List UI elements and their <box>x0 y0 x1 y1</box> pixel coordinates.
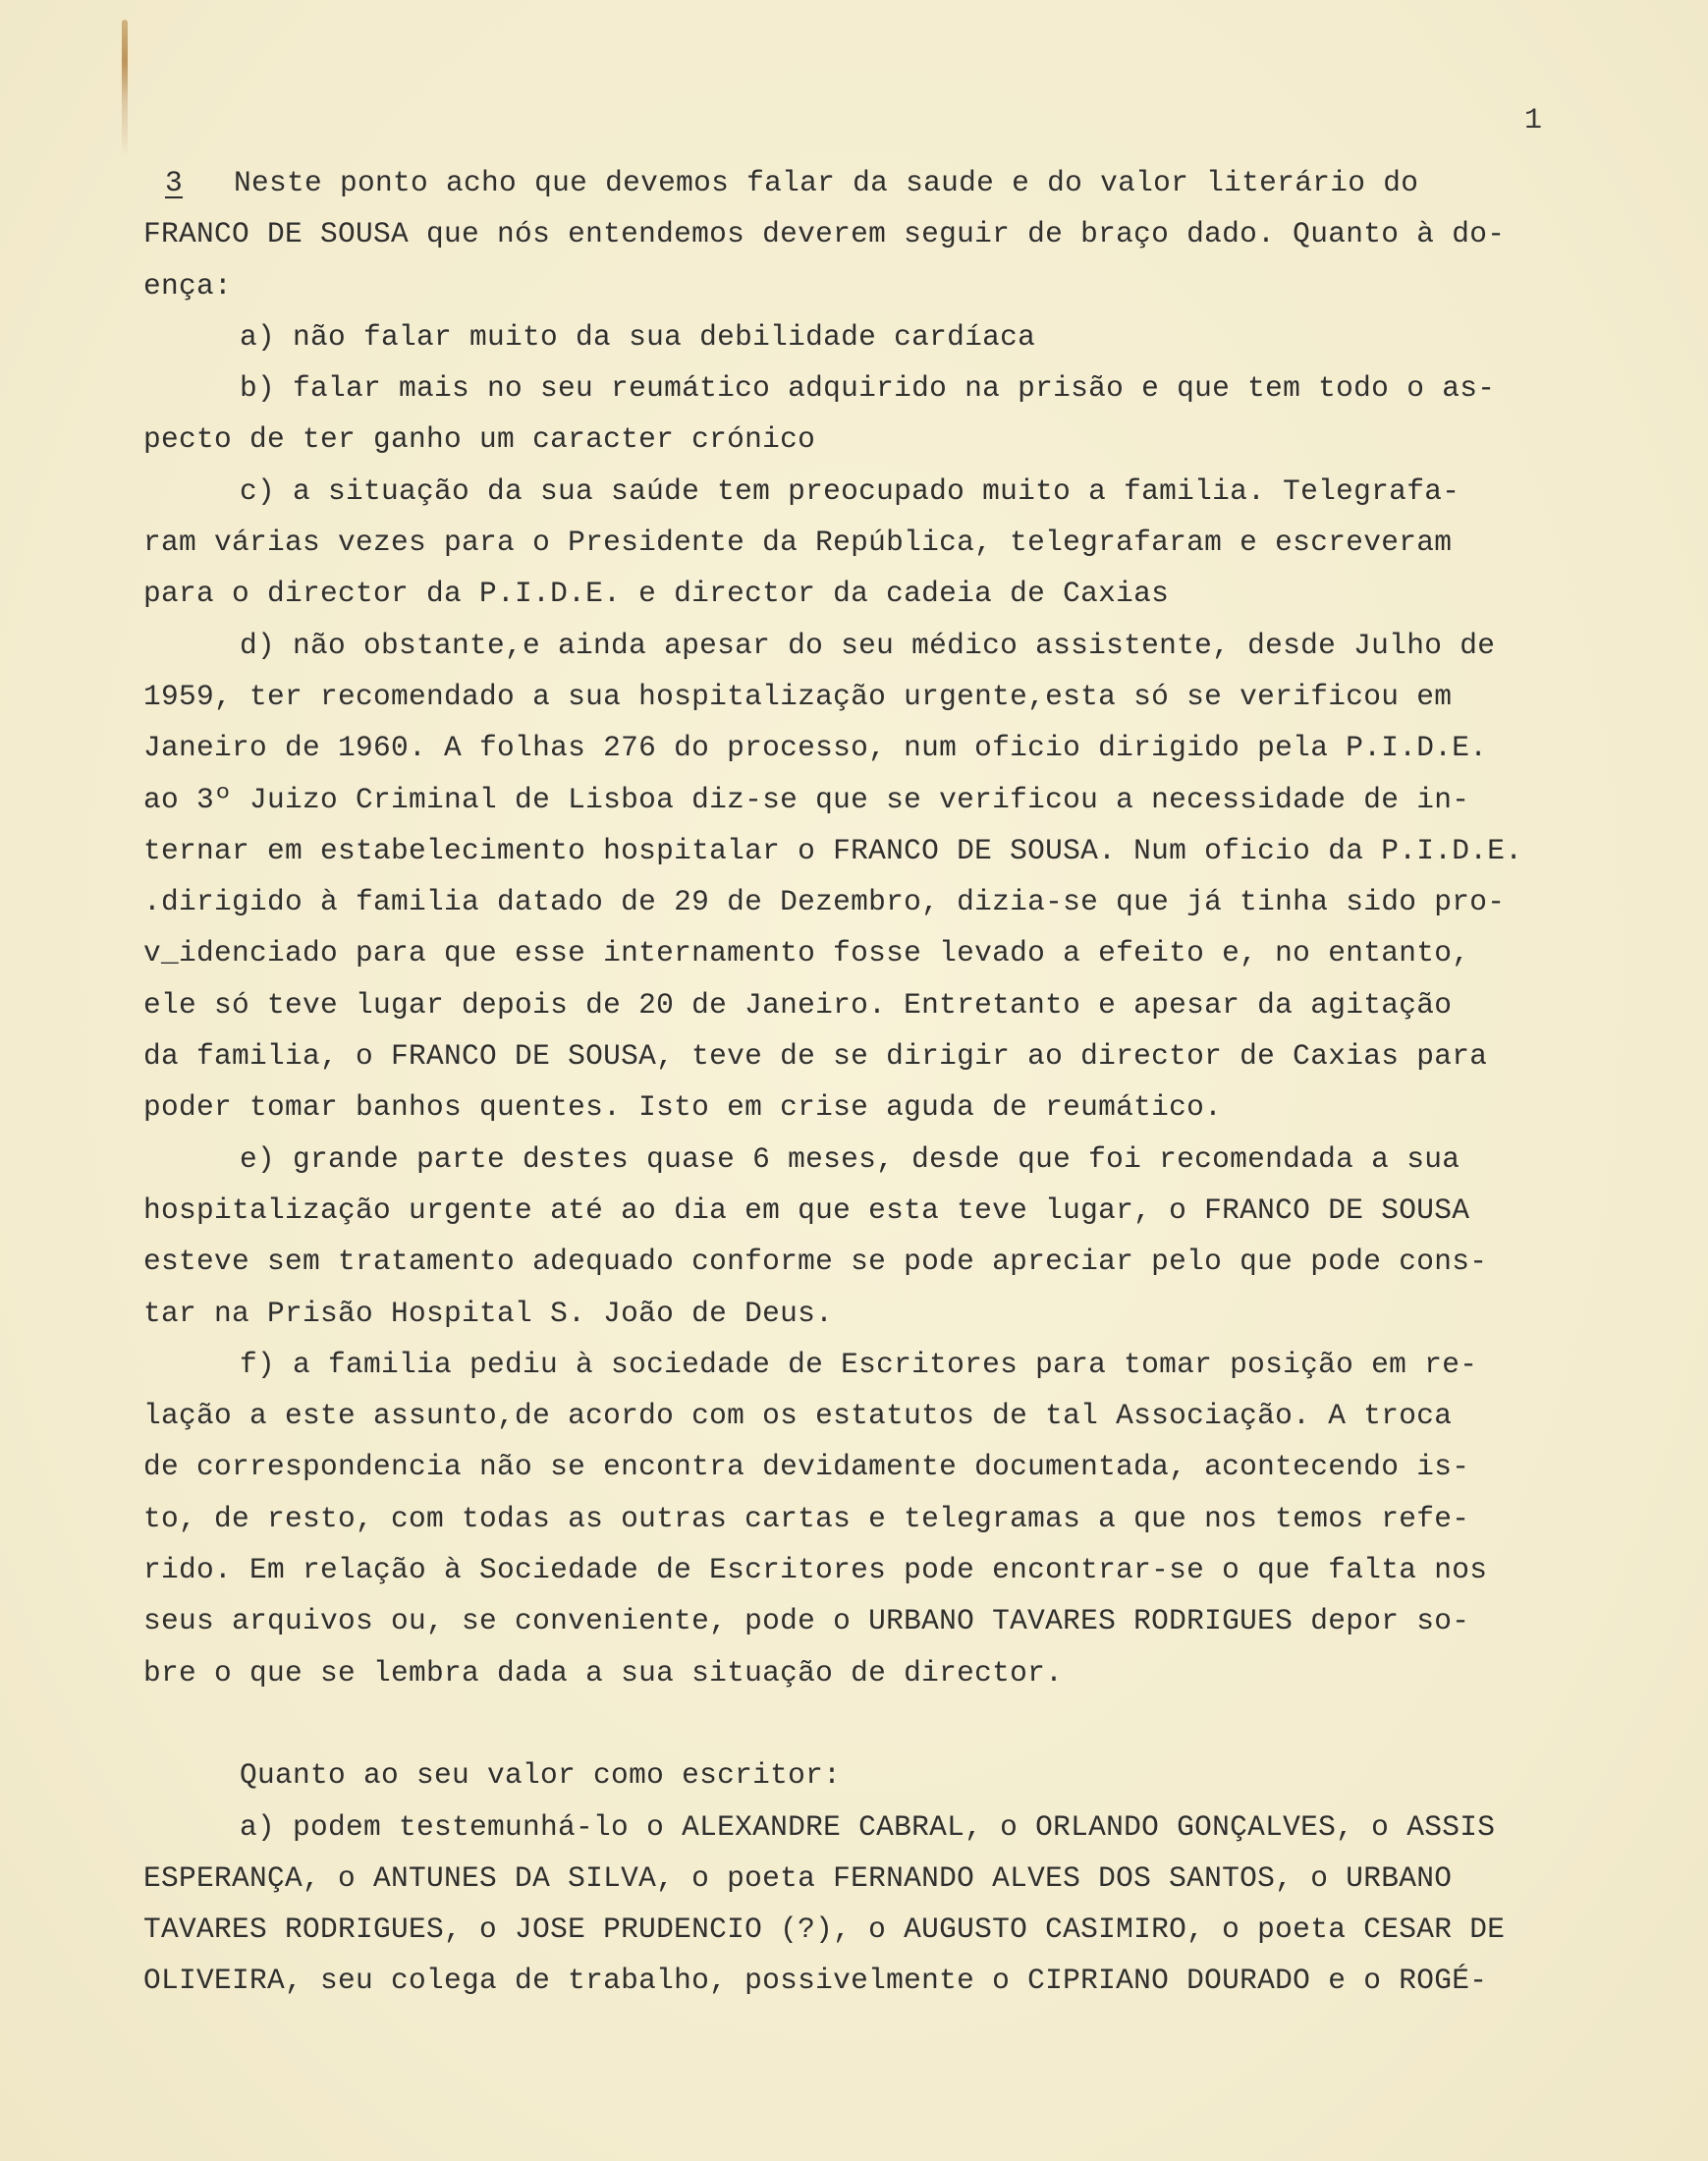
paragraph-line: bre o que se lembra dada a sua situação de director. <box>143 1655 1064 1690</box>
paragraph-line: tar na Prisão Hospital S. João de Deus. <box>143 1296 834 1330</box>
paragraph-line: pecto de ter ganho um caracter crónico <box>143 422 816 457</box>
typed-text-body <box>143 157 1636 2007</box>
paragraph-line: ram várias vezes para o Presidente da República, telegrafaram e escreveram <box>143 526 1453 560</box>
paper-stain <box>122 20 128 157</box>
paragraph-line: TAVARES RODRIGUES, o JOSE PRUDENCIO (?), o AUGUSTO CASIMIRO, o poeta CESAR DE <box>143 1912 1506 1947</box>
paragraph-line: ternar em estabelecimento hospitalar o FRANCO DE SOUSA. Num oficio da P.I.D.E. <box>143 833 1523 867</box>
paragraph-line: ença: <box>143 268 233 303</box>
list-item-a: a) podem testemunhá-lo o ALEXANDRE CABRAL, o ORLANDO GONÇALVES, o ASSIS <box>240 1809 1496 1844</box>
paragraph-line: ao 3º Juizo Criminal de Lisboa diz-se que se verificou a necessidade de in- <box>143 782 1470 816</box>
paragraph-line: 1959, ter recomendado a sua hospitalização urgente,esta só se verificou em <box>143 679 1453 713</box>
blank-line <box>143 1698 1636 1749</box>
paragraph-line: ESPERANÇA, o ANTUNES DA SILVA, o poeta FERNANDO ALVES DOS SANTOS, o URBANO <box>143 1860 1453 1895</box>
paragraph-line: de correspondencia não se encontra devidamente documentada, acontecendo is- <box>143 1450 1470 1484</box>
paragraph-line: poder tomar banhos quentes. Isto em crise aguda de reumático. <box>143 1090 1223 1125</box>
list-item-e: e) grande parte destes quase 6 meses, desde que foi recomendada a sua <box>240 1141 1460 1176</box>
paragraph-line: ele só teve lugar depois de 20 de Janeiro. Entretanto e apesar da agitação <box>143 987 1453 1022</box>
list-item-f: f) a familia pediu à sociedade de Escritores para tomar posição em re- <box>240 1347 1478 1381</box>
paragraph-line: seus arquivos ou, se conveniente, pode o URBANO TAVARES RODRIGUES depor so- <box>143 1604 1470 1638</box>
page-number: 1 <box>1524 104 1543 138</box>
paragraph-line: esteve sem tratamento adequado conforme se pode apreciar pelo que pode cons- <box>143 1245 1488 1279</box>
paragraph-line: para o director da P.I.D.E. e director da cadeia de Caxias <box>143 577 1170 611</box>
paragraph-line: rido. Em relação à Sociedade de Escritores pode encontrar-se o que falta nos <box>143 1553 1488 1587</box>
paragraph-line: hospitalização urgente até ao dia em que esta teve lugar, o FRANCO DE SOUSA <box>143 1192 1470 1227</box>
paragraph-line: OLIVEIRA, seu colega de trabalho, possivelmente o CIPRIANO DOURADO e o ROGÉ- <box>143 1964 1488 1998</box>
paragraph-line: lação a este assunto,de acordo com os estatutos de tal Associação. A troca <box>143 1399 1453 1433</box>
list-item-d: d) não obstante,e ainda apesar do seu médico assistente, desde Julho de <box>240 628 1496 662</box>
paragraph-line: v_idenciado para que esse internamento fosse levado a efeito e, no entanto, <box>143 936 1470 970</box>
list-item-c: c) a situação da sua saúde tem preocupado muito a familia. Telegrafa- <box>240 473 1460 508</box>
paragraph-line: to, de resto, com todas as outras cartas e telegramas a que nos temos refe- <box>143 1501 1470 1535</box>
paragraph-line: Janeiro de 1960. A folhas 276 do processo, num oficio dirigido pela P.I.D.E. <box>143 731 1488 765</box>
section-number: 3 <box>165 166 184 199</box>
list-item-a: a) não falar muito da sua debilidade cardíaca <box>240 319 1036 354</box>
list-item-b: b) falar mais no seu reumático adquirido na prisão e que tem todo o as- <box>240 371 1496 406</box>
section-heading: Quanto ao seu valor como escritor: <box>240 1758 842 1793</box>
paragraph-line: 3 Neste ponto acho que devemos falar da saude e do valor literário do <box>143 157 1636 208</box>
paragraph-line: FRANCO DE SOUSA que nós entendemos deverem seguir de braço dado. Quanto à do- <box>143 217 1506 251</box>
paragraph-line: .dirigido à familia datado de 29 de Dezembro, dizia-se que já tinha sido pro- <box>143 885 1506 919</box>
paragraph-line: da familia, o FRANCO DE SOUSA, teve de se dirigir ao director de Caxias para <box>143 1039 1488 1074</box>
